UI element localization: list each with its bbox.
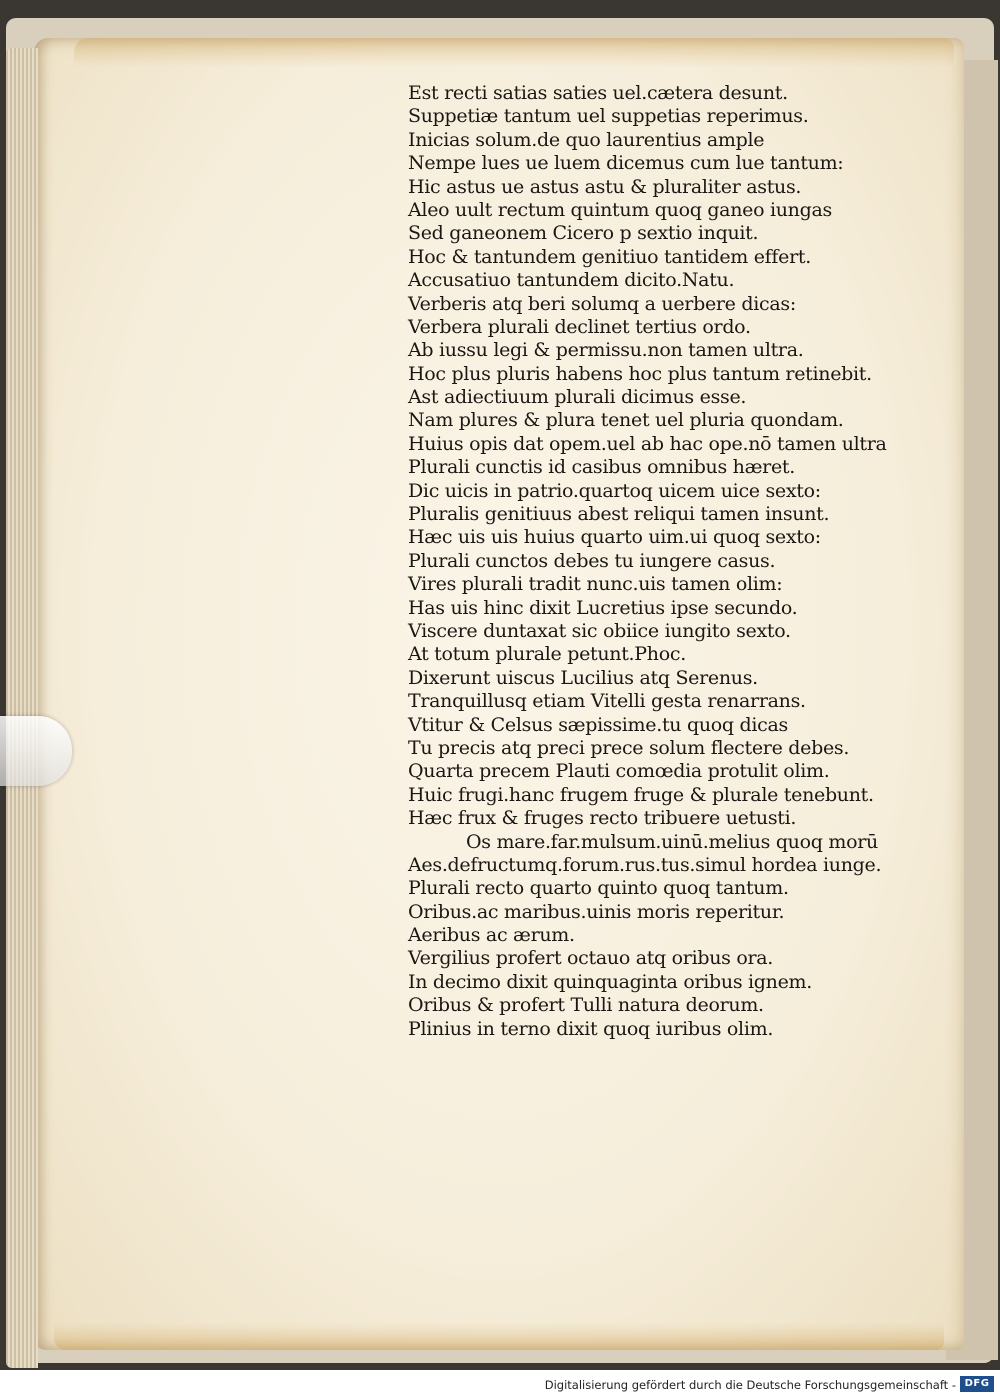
verse-text-block	[408, 82, 948, 1041]
verse-line: Quarta precem Plauti comœdia protulit olim.	[408, 760, 830, 783]
verse-line: Has uis hinc dixit Lucretius ipse secundo.	[408, 596, 798, 619]
verse-line: Vergilius profert octauo atq oribus ora.	[408, 947, 774, 970]
verse-line: Huic frugi.hanc frugem fruge & plurale tenebunt.	[408, 783, 874, 806]
verse-line: Viscere duntaxat sic obiice iungito sexto.	[408, 619, 791, 642]
verse-line: Huius opis dat opem.uel ab hac ope.nō tamen ultra	[408, 432, 887, 455]
verse-line: Tranquillusq etiam Vitelli gesta renarrans.	[408, 690, 806, 713]
verse-line: Os mare.far.mulsum.uinū.melius quoq morū	[466, 830, 878, 853]
verse-line: Nam plures & plura tenet uel pluria quondam.	[408, 409, 844, 432]
verse-line: Pluralis genitiuus abest reliqui tamen insunt.	[408, 503, 830, 526]
verse-line: Sed ganeonem Cicero p sextio inquit.	[408, 222, 759, 245]
dfg-logo: DFG	[960, 1376, 994, 1392]
verse-line: Plurali recto quarto quinto quoq tantum.	[408, 877, 789, 900]
verse-line: Hæc frux & fruges recto tribuere uetusti.	[408, 807, 797, 830]
verse-line: Plurali cunctis id casibus omnibus hæret.	[408, 456, 795, 479]
funding-credit: Digitalisierung gefördert durch die Deutsche Forschungsgemeinschaft -	[544, 1378, 956, 1392]
verse-line: Hic astus ue astus astu & pluraliter astus.	[408, 175, 802, 198]
verse-line: Oribus & profert Tulli natura deorum.	[408, 994, 764, 1017]
footer-bar	[0, 1370, 1000, 1399]
verse-line: Plurali cunctos debes tu iungere casus.	[408, 549, 776, 572]
verse-line: Aes.defructumq.forum.rus.tus.simul hordea iunge.	[408, 853, 882, 876]
page-edges	[6, 48, 38, 1368]
verse-line: Aleo uult rectum quintum quoq ganeo iungas	[408, 198, 832, 221]
verse-line: In decimo dixit quinquaginta oribus ignem.	[408, 970, 812, 993]
verse-line: Inicias solum.de quo laurentius ample	[408, 128, 765, 151]
verse-line: Aeribus ac ærum.	[408, 924, 575, 947]
verse-line: Tu precis atq preci prece solum flectere debes.	[408, 736, 850, 759]
verse-line: Vtitur & Celsus sæpissime.tu quoq dicas	[408, 713, 788, 736]
verse-line: Dixerunt uiscus Lucilius atq Serenus.	[408, 666, 758, 689]
verse-line: At totum plurale petunt.Phoc.	[408, 643, 686, 666]
verse-line: Hoc & tantundem genitiuo tantidem effert.	[408, 245, 811, 268]
verse-line: Vires plurali tradit nunc.uis tamen olim:	[408, 573, 783, 596]
verse-line: Est recti satias saties uel.cætera desunt.	[408, 82, 788, 104]
verse-line: Ast adiectiuum plurali dicimus esse.	[408, 386, 747, 409]
verse-line: Verberis atq beri solumq a uerbere dicas:	[408, 292, 796, 315]
verse-line: Ab iussu legi & permissu.non tamen ultra.	[408, 339, 804, 362]
verse-line: Oribus.ac maribus.uinis moris reperitur.	[408, 900, 785, 923]
verse-line: Accusatiuo tantundem dicito.Natu.	[408, 269, 735, 292]
verse-line: Plinius in terno dixit quoq iuribus olim.	[408, 1017, 774, 1040]
top-edge-stain	[74, 38, 954, 68]
verse-line: Verbera plurali declinet tertius ordo.	[408, 315, 751, 338]
verse-line: Hoc plus pluris habens hoc plus tantum retinebit.	[408, 362, 872, 385]
plastic-clip	[0, 716, 72, 786]
verse-line: Nempe lues ue luem dicemus cum lue tantum:	[408, 152, 844, 175]
verse-line: Suppetiæ tantum uel suppetias reperimus.	[408, 105, 809, 128]
verse-line: Hæc uis uis huius quarto uim.ui quoq sexto:	[408, 526, 821, 549]
bottom-edge-stain	[54, 1322, 944, 1350]
verse-line: Dic uicis in patrio.quartoq uicem uice sexto:	[408, 479, 821, 502]
